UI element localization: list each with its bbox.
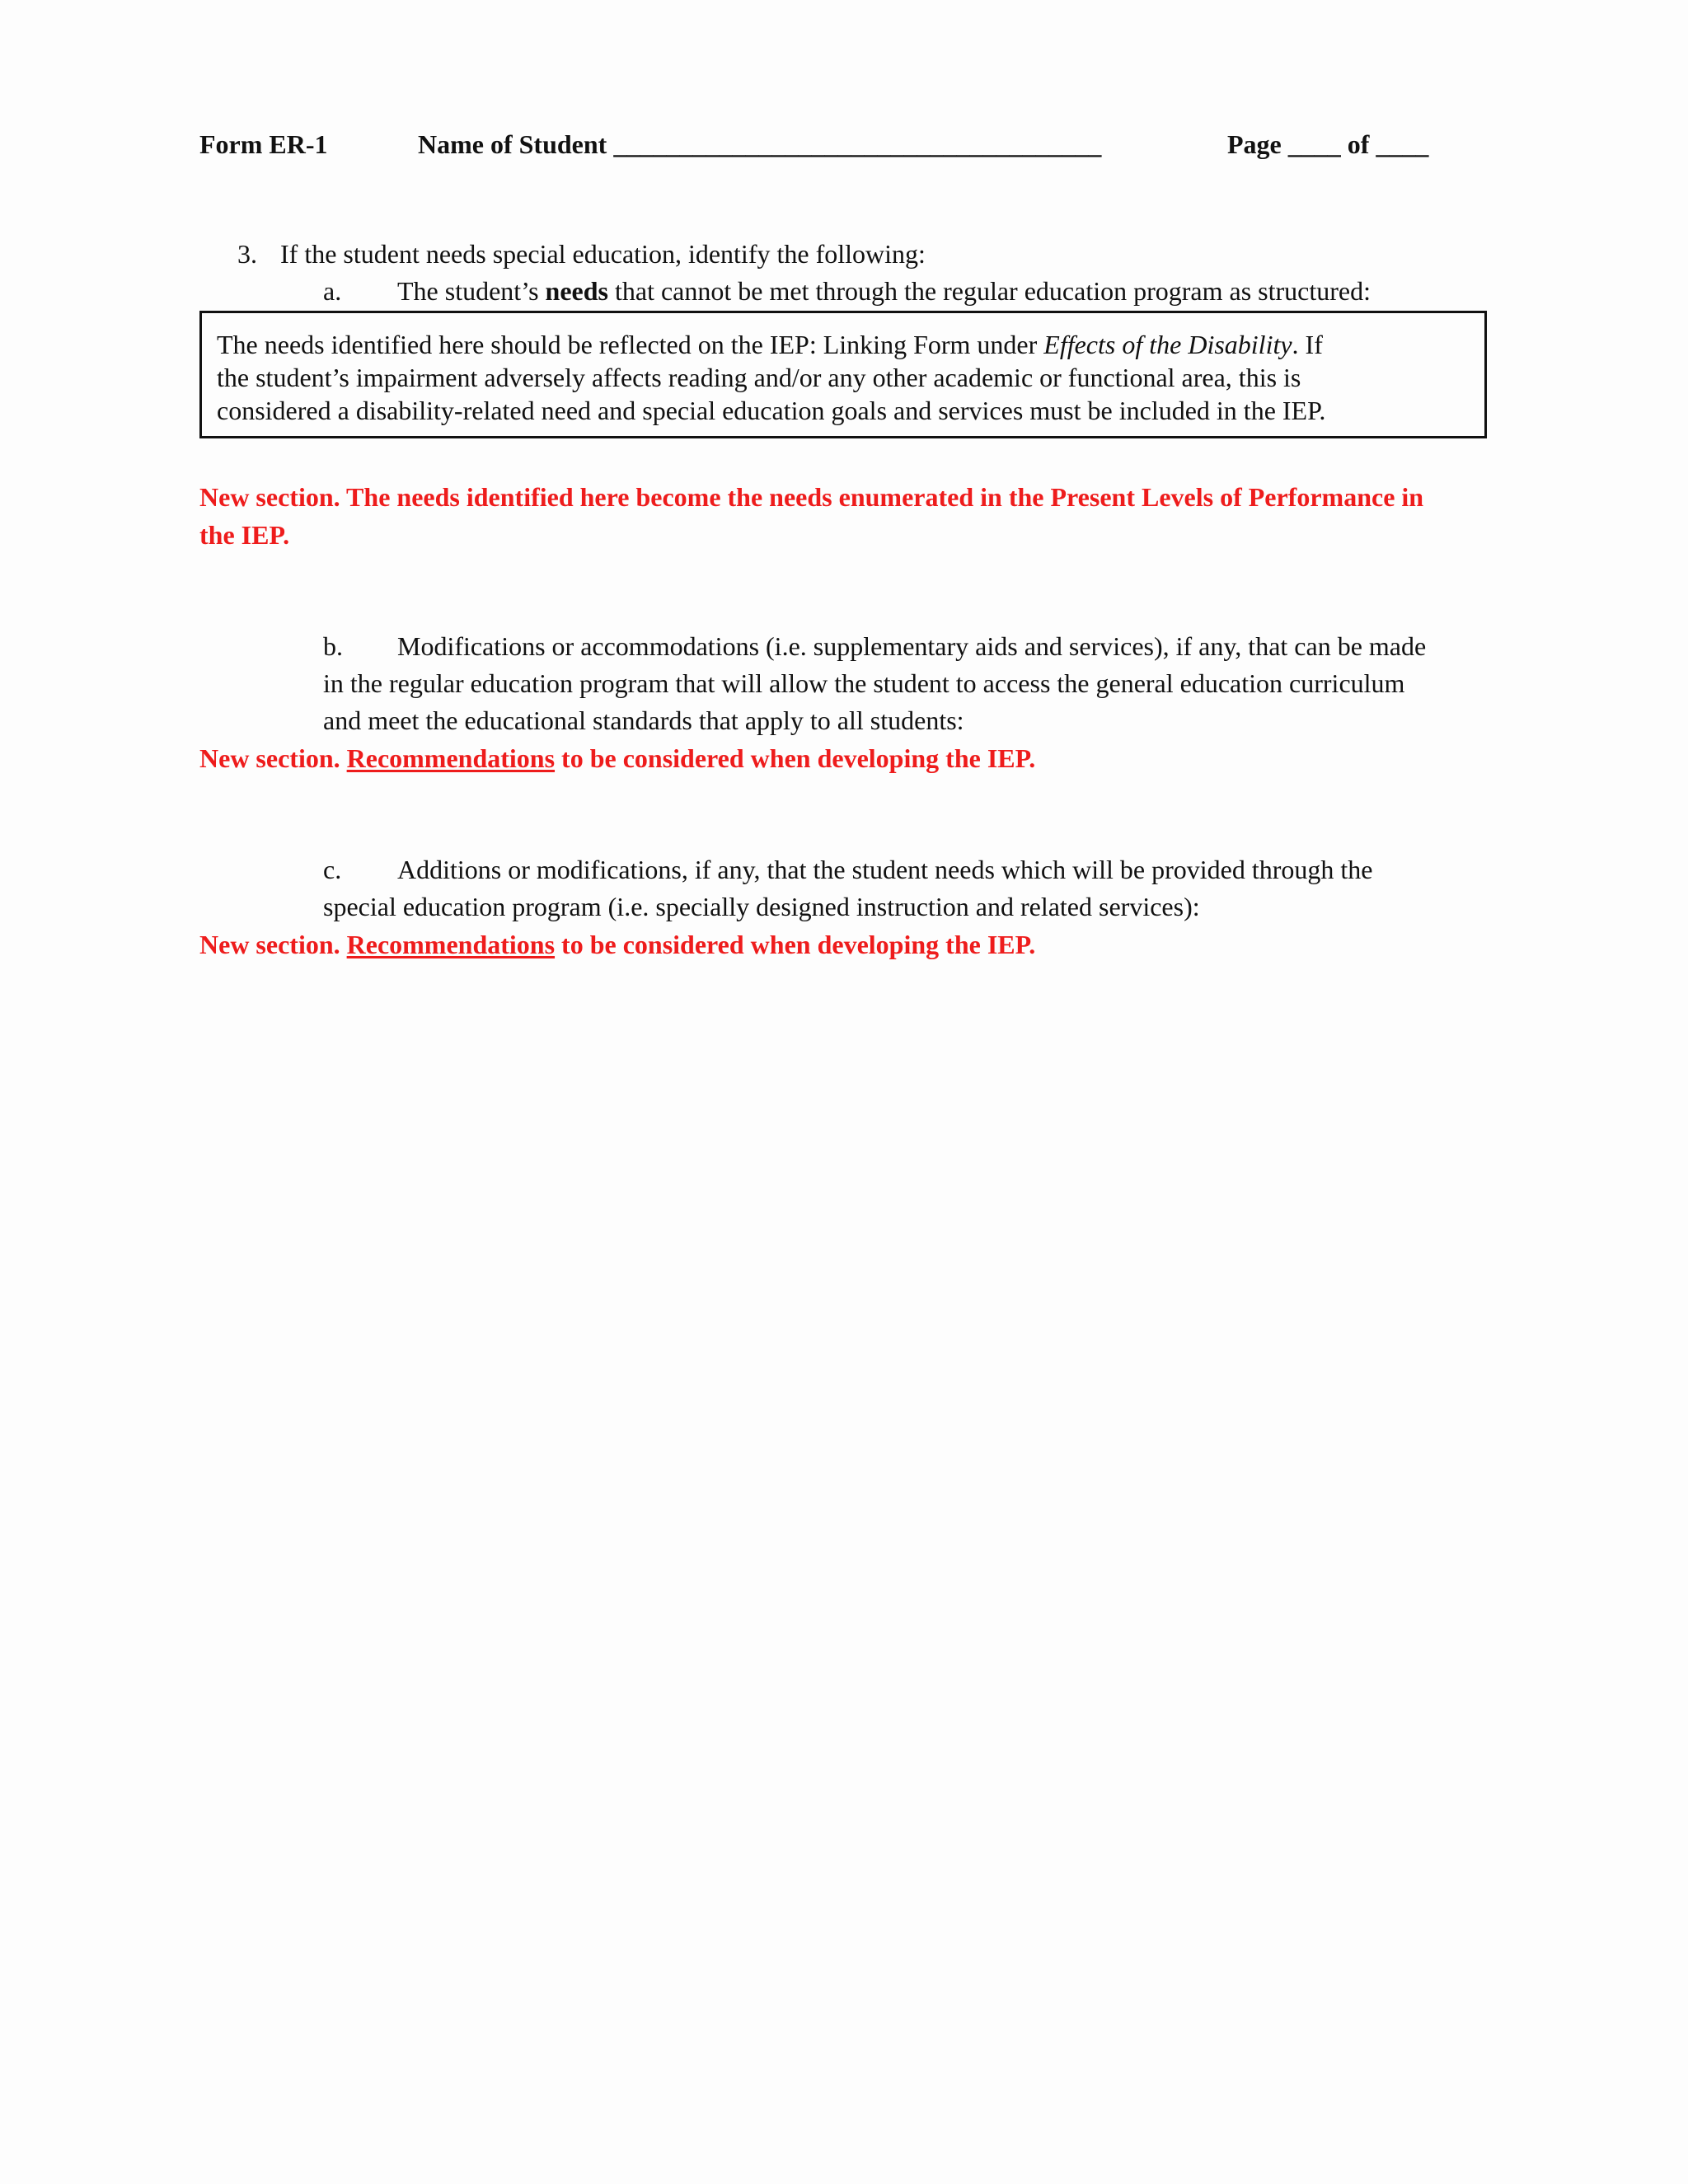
instruction-line-1 bbox=[217, 328, 1470, 361]
revision-note-3-pre: New section. bbox=[199, 930, 347, 959]
item-3-text: If the student needs special education, identify the following: bbox=[280, 239, 926, 269]
item-a-text-bold: needs bbox=[545, 276, 608, 306]
instruction-line-2: the student’s impairment adversely affects reading and/or any other academic or functional area, this is bbox=[217, 363, 1301, 392]
item-b-line-1-text: Modifications or accommodations (i.e. supplementary aids and services), if any, that can be made bbox=[397, 631, 1427, 661]
item-3-number: 3. bbox=[237, 239, 257, 269]
revision-note-3 bbox=[199, 926, 1035, 963]
revision-note-2-underlined: Recommendations bbox=[346, 743, 556, 773]
item-c-line-1 bbox=[323, 851, 1493, 888]
item-a-letter: a. bbox=[323, 276, 342, 306]
item-b-letter: b. bbox=[323, 631, 343, 661]
instruction-line-1-italic: Effects of the Disability bbox=[1043, 330, 1292, 359]
revision-note-1-line-1: New section. The needs identified here become the needs enumerated in the Present Levels of Performance in bbox=[199, 482, 1424, 512]
item-c-line-1-text: Additions or modifications, if any, that the student needs which will be provided through the bbox=[397, 855, 1373, 884]
item-c-letter: c. bbox=[323, 855, 342, 884]
item-b-line-1 bbox=[323, 628, 1493, 665]
instruction-line-1-pre: The needs identified here should be reflected on the IEP: Linking Form under bbox=[217, 330, 1044, 359]
item-c-line-2: special education program (i.e. specially designed instruction and related services): bbox=[323, 892, 1200, 921]
form-id: Form ER-1 bbox=[199, 129, 328, 159]
form-header bbox=[199, 127, 1436, 168]
item-3 bbox=[237, 236, 926, 272]
instruction-box bbox=[199, 311, 1487, 438]
item-c bbox=[323, 851, 1493, 926]
instruction-line-3: considered a disability-related need and special education goals and services must be included in the IEP. bbox=[217, 396, 1326, 425]
item-a-text-post: that cannot be met through the regular education program as structured: bbox=[607, 276, 1371, 306]
item-b bbox=[323, 628, 1493, 739]
item-b-line-2: in the regular education program that will allow the student to access the general education curriculum bbox=[323, 668, 1405, 698]
revision-note-1 bbox=[199, 478, 1502, 554]
revision-note-2 bbox=[199, 739, 1035, 777]
item-a-text-pre: The student’s bbox=[397, 276, 546, 306]
item-b-line-3: and meet the educational standards that apply to all students: bbox=[323, 705, 964, 735]
page-number-field: Page ____ of ____ bbox=[1227, 129, 1429, 159]
revision-note-2-post: to be considered when developing the IEP. bbox=[555, 743, 1036, 773]
revision-note-3-underlined: Recommendations bbox=[346, 930, 556, 959]
revision-note-3-post: to be considered when developing the IEP. bbox=[555, 930, 1036, 959]
student-name-field: Name of Student _____________________________________ bbox=[418, 129, 1102, 159]
revision-note-2-pre: New section. bbox=[199, 743, 347, 773]
item-a bbox=[323, 273, 1371, 310]
revision-note-1-line-2: the IEP. bbox=[199, 520, 290, 550]
instruction-line-1-post: . If bbox=[1292, 330, 1323, 359]
